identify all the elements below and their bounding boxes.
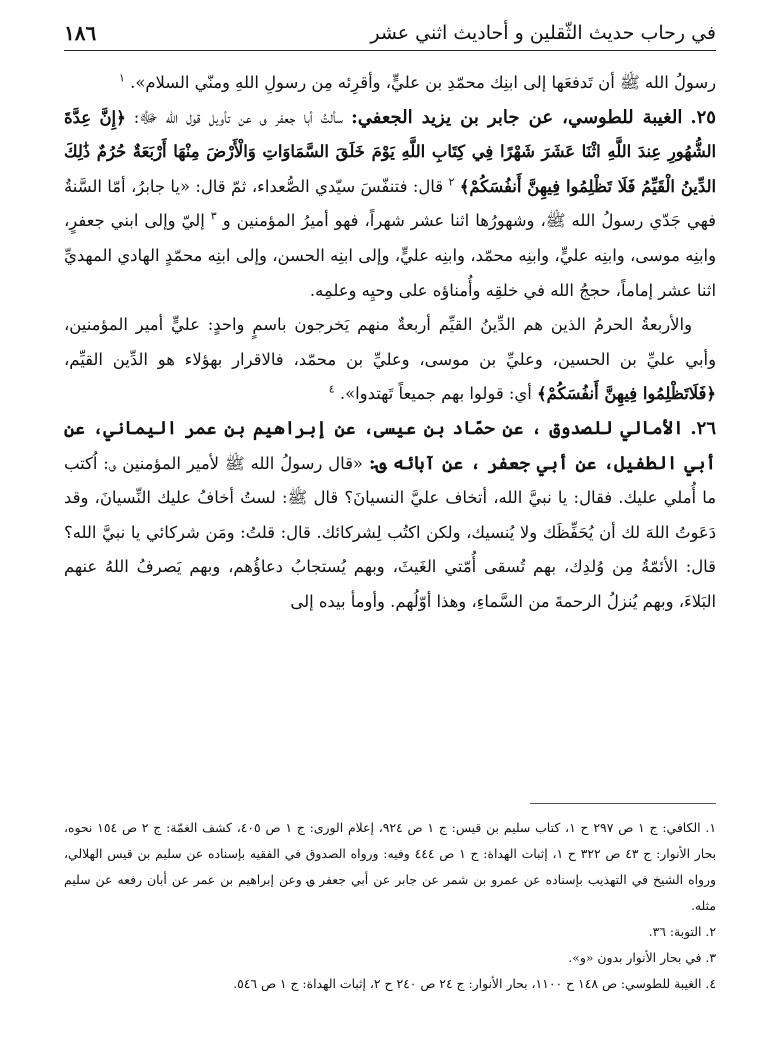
hadith-25-text-1: سألتُ أبا جعفر ؈ عن تأويل قول الله ﷻ: xyxy=(133,107,344,127)
footnotes xyxy=(64,815,716,997)
hadith-25-title: الغيبة للطوسي، عن جابر بن يزيد الجعفي: xyxy=(351,106,683,128)
hadith-26 xyxy=(64,412,716,620)
hadith-26-text: «قال رسولُ الله ﷺ لأمير المؤمنين ؈: اُكتب ما أُملي عليك. فقال: يا نبيَّ الله، أتخاف عليَّ النسيانَ؟ قال ﷺ: لستُ أخافُ عليك النِّسيانَ، وقد دَعَوتُ اللهَ لك أن يُحَفِّظَك ولا يُنسيك، ولكن اكتُب لِشركائك. قال: قلتُ: ومَن شركائي يا نبيَّ الله؟ قال: الأئمّةُ مِن وُلدِك، بهم تُسقى أُمّتي الغَيثَ، وبهم يُستجابُ دعاؤُهم، وبهم يَصرفُ اللهُ عنهم البَلاءَ، وبهم يُنزلُ الرحمةَ من السَّماءِ، وهذا أوّلُهم. وأومأ بيده إلى xyxy=(64,453,716,611)
footnote-ref-3: ٣ xyxy=(210,209,217,223)
footnote-ref-2: ٢ xyxy=(448,175,455,189)
continuation-text-2: أي: قولوا بهم جميعاً تَهتدوا». xyxy=(339,384,532,404)
page-header xyxy=(64,16,716,51)
footnote-1: ١. الكافي: ج ١ ص ٢٩٧ ح ١، كتاب سليم بن قيس: ج ١ ص ٩٢٤، إعلام الورى: ج ١ ص ٤٠٥، كشف الغمّة: ج ٢ ص ١٥٤ نحوه، بحار الأنوار: ج ٤٣ ص ٣٢٢ ح ١، إثبات الهداة: ج ١ ص ٤٤٤ وفيه: ورواه الصدوق في الفقيه بإسناده عن سليم بن قيس الهلالي، ورواه الشيخ في التهذيب بإسناده عن عمرو بن شمر عن جابر عن أبي جعفر ؈ وعن إبراهيم بن عمر عن أبان رفعه عن سليم مثله. xyxy=(64,820,717,913)
running-title: في رحاب حديث الثّقلين و أحاديث اثني عشر xyxy=(370,22,716,44)
hadith-25-number: ٢٥. xyxy=(690,106,716,128)
footnote-divider xyxy=(530,803,716,804)
hadith-25-continuation xyxy=(64,308,716,412)
hadith-26-title: الأمالي للصدوق ، عن حمّاد بن عيسى، عن إبراهيم بن عمر اليماني، عن أبي الطفيل، عن أبي جعفر ، عن آبائه ؈: xyxy=(64,417,716,474)
quran-verse-1: ﴿إِنَّ عِدَّةَ الشُّهُورِ عِندَ اللَّهِ اثْنَا عَشَرَ شَهْرًا فِي كِتَابِ اللَّهِ يَوْمَ خَلَقَ السَّمَاوَاتِ وَالْأَرْضَ مِنْهَا أَرْبَعَةٌ حُرُمٌ ذَٰلِكَ الدِّينُ الْقَيِّمُ فَلَا تَظْلِمُوا فِيهِنَّ أَنفُسَكُمْ﴾ xyxy=(64,107,717,196)
hadith-26-number: ٢٦. xyxy=(690,417,717,439)
page-number: ١٨٦ xyxy=(64,21,97,45)
continuation-text-1: والأربعةُ الحرمُ الذين هم الدِّينُ القيِّم أربعةٌ منهم يَخرجون باسمٍ واحدٍ: عليٍّ أمير المؤمنين، وأبي عليِّ بن الحسين، وعليِّ بن موسى، وعليِّ بن محمّد، فالاقرار بهؤلاء هو الدِّين القيِّم، xyxy=(64,315,716,369)
quran-verse-2: ﴿فَلَاتَظْلِمُوا فِيهِنَّ أَنفُسَكُمْ﴾ xyxy=(537,384,716,404)
intro-text: رسولُ الله ﷺ أن تَدفعَها إلى ابنِك محمّدِ بن عليٍّ، وأقرِئه مِن رسولِ اللهِ ومنّي السلام». xyxy=(130,73,716,92)
intro-paragraph xyxy=(64,66,716,101)
hadith-25-text-3: إليّ وإلى ابني جعفرٍ، وابنِه موسى، وابنِه عليٍّ، وابنِه محمّد، وابنِه عليٍّ، وإلى ابنِه الحسن، وإلى ابنِه محمّدٍ الهادي المهديِّ اثنا عشر إماماً، حججُ الله في خلقِه وأُمناؤه على وحيِه وعلمِه. xyxy=(64,211,716,300)
footnote-ref-4: ٤ xyxy=(328,382,335,396)
footnote-3: ٣. في بحار الأنوار بدون «و». xyxy=(568,950,716,965)
footnote-2: ٢. التوبة: ٣٦. xyxy=(648,924,716,939)
hadith-25-text-2: قال: فتنفّسَ سيّدي الصُّعداء، ثمّ قال: «يا جابرُ، أمّا السَّنةُ فهي جَدّي رسولُ الله ﷺ، وشهورُها اثنا عشر شهراً، فهو أميرُ المؤمنين و xyxy=(64,176,716,231)
footnote-4: ٤. الغيبة للطوسي: ص ١٤٨ ح ١١٠٠، بحار الأنوار: ج ٢٤ ص ٢٤٠ ح ٢، إثبات الهداة: ج ١ ص ٥٤٦. xyxy=(233,976,716,991)
footnote-ref-1: ١ xyxy=(118,71,125,85)
hadith-25 xyxy=(64,101,716,309)
main-text xyxy=(64,66,716,620)
